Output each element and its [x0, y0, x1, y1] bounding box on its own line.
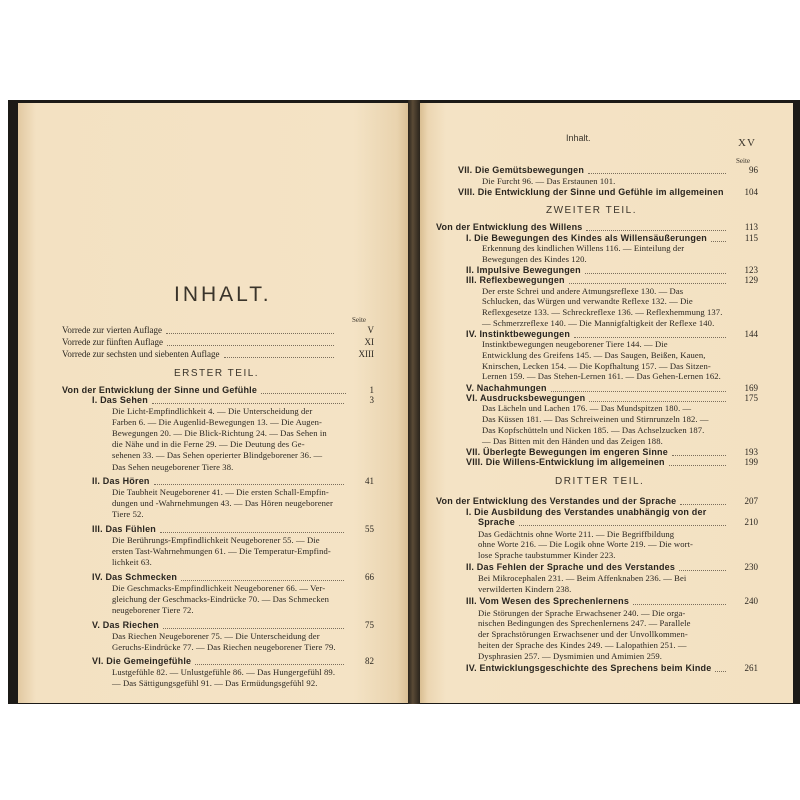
entry-detail-line: nischen Bedingungen des Sprechenlernens 247. — Parallele — [478, 618, 691, 629]
section-heading: V. Nachahmungen — [466, 382, 547, 393]
entry-detail-line: verwilderten Kindern 238. — [478, 584, 572, 595]
entry-detail-line: Farben 6. — Die Augenlid-Bewegungen 13. — Die Augen- — [112, 417, 322, 428]
page-number: 3 — [369, 395, 374, 405]
section-heading: II. Impulsive Bewegungen — [466, 264, 581, 275]
part-title: ERSTER TEIL. — [174, 368, 260, 379]
part-title: DRITTER TEIL. — [555, 476, 645, 487]
leader-dots — [152, 401, 344, 404]
page-number: 261 — [744, 662, 758, 673]
leader-dots — [163, 626, 344, 629]
page-number: XI — [364, 337, 374, 347]
entry-detail-line: Erkennung des kindlichen Willens 116. — Einteilung der — [482, 242, 685, 253]
leader-dots — [166, 331, 334, 334]
entry-detail-line: ersten Tast-Wahrnehmungen 61. — Die Temperatur-Empfind- — [112, 546, 331, 556]
page-number: 199 — [744, 457, 758, 468]
entry-detail-line: Entwicklung des Greifens 145. — Das Saugen, Beißen, Kauen, — [482, 350, 706, 360]
page-number: 123 — [744, 264, 758, 275]
entry-detail-line: Das Küssen 181. — Das Schreiweinen und Stirnrunzeln 182. — — [482, 414, 709, 425]
page-number: 1 — [369, 385, 374, 395]
entry-detail-line: neugeborener Tiere 72. — [112, 604, 194, 615]
seite-label: Seite — [352, 316, 366, 324]
page-number: 240 — [744, 596, 758, 606]
page-number: 41 — [365, 476, 374, 487]
leader-dots — [585, 271, 726, 274]
entry-detail-line: dungen und -Wahrnehmungen 43. — Das Hören neugeborener — [112, 498, 333, 509]
page-number: XIII — [358, 349, 374, 359]
page-number: 175 — [744, 393, 758, 403]
book-spine — [408, 100, 420, 704]
entry-detail-line: Die Taubheit Neugeborener 41. — Die ersten Schall-Empfin- — [112, 487, 329, 498]
page-number: 66 — [365, 571, 374, 582]
section-heading: III. Vom Wesen des Sprechenlernens — [466, 596, 630, 606]
page-number: 113 — [744, 222, 758, 232]
entry-detail-line: Lernen 159. — Das Stehen-Lernen 161. — Das Gehen-Lernen 162. — [482, 371, 721, 382]
entry-detail-line: Instinktbewegungen neugeborener Tiere 144. — Die — [482, 339, 668, 350]
section-heading: I. Die Bewegungen des Kindes als Willensäußerungen — [466, 232, 707, 243]
entry-detail-line: Die Geschmacks-Empfindlichkeit Neugeborener 66. — Ver- — [112, 582, 326, 593]
entry-detail-line: der Sprachstörungen Erwachsener und der Unvollkommen- — [478, 629, 688, 640]
section-heading: V. Das Riechen — [92, 619, 159, 630]
running-header: Inhalt. — [566, 133, 591, 143]
leader-dots — [160, 530, 344, 533]
section-heading: III. Reflexbewegungen — [466, 275, 565, 286]
page-number: 55 — [365, 523, 374, 534]
leader-dots — [224, 355, 334, 358]
section-heading: VII. Überlegte Bewegungen im engeren Sinne — [466, 446, 668, 457]
entry-detail-line: Tiere 52. — [112, 509, 144, 520]
leader-dots — [633, 602, 726, 605]
section-heading: IV. Entwicklungsgeschichte des Sprechens beim Kinde — [466, 662, 712, 673]
seite-label: Seite — [736, 157, 750, 165]
entry-detail-line: Bewegungen des Kindes 120. — [482, 253, 587, 264]
leader-dots — [181, 578, 344, 581]
entry-detail-line: Lustgefühle 82. — Unlustgefühle 86. — Das Hungergefühl 89. — [112, 667, 336, 678]
entry-detail-line: sehenen 33. — Das Sehen operierter Blindgeborener 36. — — [112, 450, 323, 461]
entry-detail-line: Das Gedächtnis ohne Worte 211. — Die Begriffbildung — [478, 528, 675, 539]
entry-detail-line: gleichung der Geschmacks-Eindrücke 70. — Das Schmecken — [112, 593, 330, 604]
preface-entry: Vorrede zur fünften Auflage — [62, 337, 164, 347]
page-number: V — [367, 325, 374, 335]
page-number: 82 — [365, 656, 374, 667]
section-heading: III. Das Fühlen — [92, 523, 157, 534]
section-heading: IV. Das Schmecken — [92, 571, 178, 582]
entry-detail-line: Die Licht-Empfindlichkeit 4. — Die Unterscheidung der — [112, 406, 313, 416]
page-number: 230 — [744, 561, 758, 572]
entry-detail-line: Das Lächeln und Lachen 176. — Das Mundspitzen 180. — — [482, 403, 692, 414]
page-number: 115 — [744, 232, 758, 243]
entry-detail-line: Die Berührungs-Empfindlichkeit Neugeborener 55. — Die — [112, 534, 320, 545]
page-number: 210 — [744, 517, 758, 527]
page-number: 144 — [744, 328, 758, 339]
entry-detail-line: Das Sehen neugeborener Tiere 38. — [112, 461, 234, 472]
preface-entry: Vorrede zur sechsten und siebenten Auflage — [62, 349, 220, 359]
section-heading: VIII. Die Entwicklung der Sinne und Gefühle im allgemeinen — [458, 186, 724, 197]
leader-dots — [574, 335, 726, 338]
entry-detail-line: Geruchs-Eindrücke 77. — Das Riechen neugeborener Tiere 79. — [112, 641, 336, 652]
entry-detail-line: Das Riechen Neugeborener 75. — Die Unterscheidung der — [112, 630, 320, 641]
part-title: ZWEITER TEIL. — [546, 205, 637, 216]
section-heading: I. Die Ausbildung des Verstandes unabhängig von der — [466, 506, 707, 517]
section-heading: VI. Die Gemeingefühle — [92, 656, 192, 667]
entry-detail-line: Bei Mikrocephalen 231. — Beim Affenknaben 236. — Bei — [478, 573, 687, 584]
part-heading: Von der Entwicklung des Willens — [436, 222, 583, 232]
section-heading: I. Das Sehen — [92, 395, 148, 405]
preface-entry: Vorrede zur vierten Auflage — [62, 325, 163, 335]
leader-dots — [154, 482, 344, 485]
page-number: 75 — [365, 619, 374, 630]
leader-dots — [551, 389, 726, 392]
leader-dots — [519, 523, 726, 526]
entry-detail-line: — Schmerzreflexe 140. — Die Mannigfaltigkeit der Reflexe 140. — [482, 317, 715, 328]
entry-detail-line: Schlucken, das Würgen und verwandte Reflexe 132. — Die — [482, 296, 693, 307]
entry-detail-line: Bewegungen 20. — Die Blick-Richtung 24. — Das Sehen in — [112, 428, 327, 439]
section-heading: VIII. Die Willens-Entwicklung im allgemeinen — [466, 457, 665, 468]
page-number: 207 — [744, 496, 758, 506]
entry-detail-line: ohne Worte 216. — Die Logik ohne Worte 219. — Die wort- — [478, 539, 694, 550]
section-heading: II. Das Hören — [92, 476, 150, 487]
leader-dots — [195, 662, 344, 665]
entry-detail-line: Knirschen, Lecken 154. — Die Kopfhaltung 157. — Das Sitzen- — [482, 360, 711, 371]
entry-detail-line: heiten der Sprache des Kindes 249. — Lalopathien 251. — — [478, 639, 687, 650]
leader-dots — [588, 171, 726, 174]
entry-detail-line: — Das Sättigungsgefühl 91. — Das Ermüdungsgefühl 92. — [112, 678, 318, 689]
part-heading: Von der Entwicklung des Verstandes und der Sprache — [436, 496, 677, 506]
leader-dots — [569, 281, 726, 284]
entry-detail-line: Das Kopfschütteln und Nicken 185. — Das Achselzucken 187. — [482, 424, 705, 435]
contents-title: INHALT. — [174, 283, 272, 306]
page-number: 169 — [744, 382, 758, 393]
page-number: 104 — [744, 186, 758, 197]
entry-detail-line: Der erste Schrei und andere Atmungsreflexe 130. — Das — [482, 285, 684, 296]
part-heading: Von der Entwicklung der Sinne und Gefühle — [62, 385, 258, 395]
leader-dots — [167, 343, 334, 346]
header-page-number: XV — [738, 137, 756, 149]
page-number: 96 — [749, 165, 758, 175]
section-heading: VII. Die Gemütsbewegungen — [458, 165, 585, 175]
entry-detail-line: Die Furcht 96. — Das Erstaunen 101. — [482, 175, 616, 186]
section-heading: II. Das Fehlen der Sprache und des Verstandes — [466, 561, 676, 572]
entry-detail-line: Dysphrasien 257. — Dysmimien und Amimien 259. — [478, 650, 663, 661]
page-number: 193 — [744, 446, 758, 457]
entry-detail-line: Reflexgesetze 133. — Schreckreflexe 136. — Reflexhemmung 137. — [482, 307, 723, 317]
leader-dots — [586, 228, 726, 231]
entry-detail-line: — Das Bitten mit den Händen und das Zeigen 188. — [482, 435, 663, 446]
entry-detail-line: die Nähe und in die Ferne 29. — Die Deutung des Ge- — [112, 439, 305, 450]
page-number: 129 — [744, 275, 758, 286]
section-heading: VI. Ausdrucksbewegungen — [466, 393, 586, 403]
section-heading-continued: Sprache — [478, 517, 515, 527]
entry-detail-line: lichkeit 63. — [112, 557, 152, 568]
entry-detail-line: lose Sprache taubstummer Kinder 223. — [478, 550, 616, 561]
section-heading: IV. Instinktbewegungen — [466, 328, 571, 339]
leader-dots — [589, 399, 726, 402]
entry-detail-line: Die Störungen der Sprache Erwachsener 240. — Die orga- — [478, 607, 686, 618]
